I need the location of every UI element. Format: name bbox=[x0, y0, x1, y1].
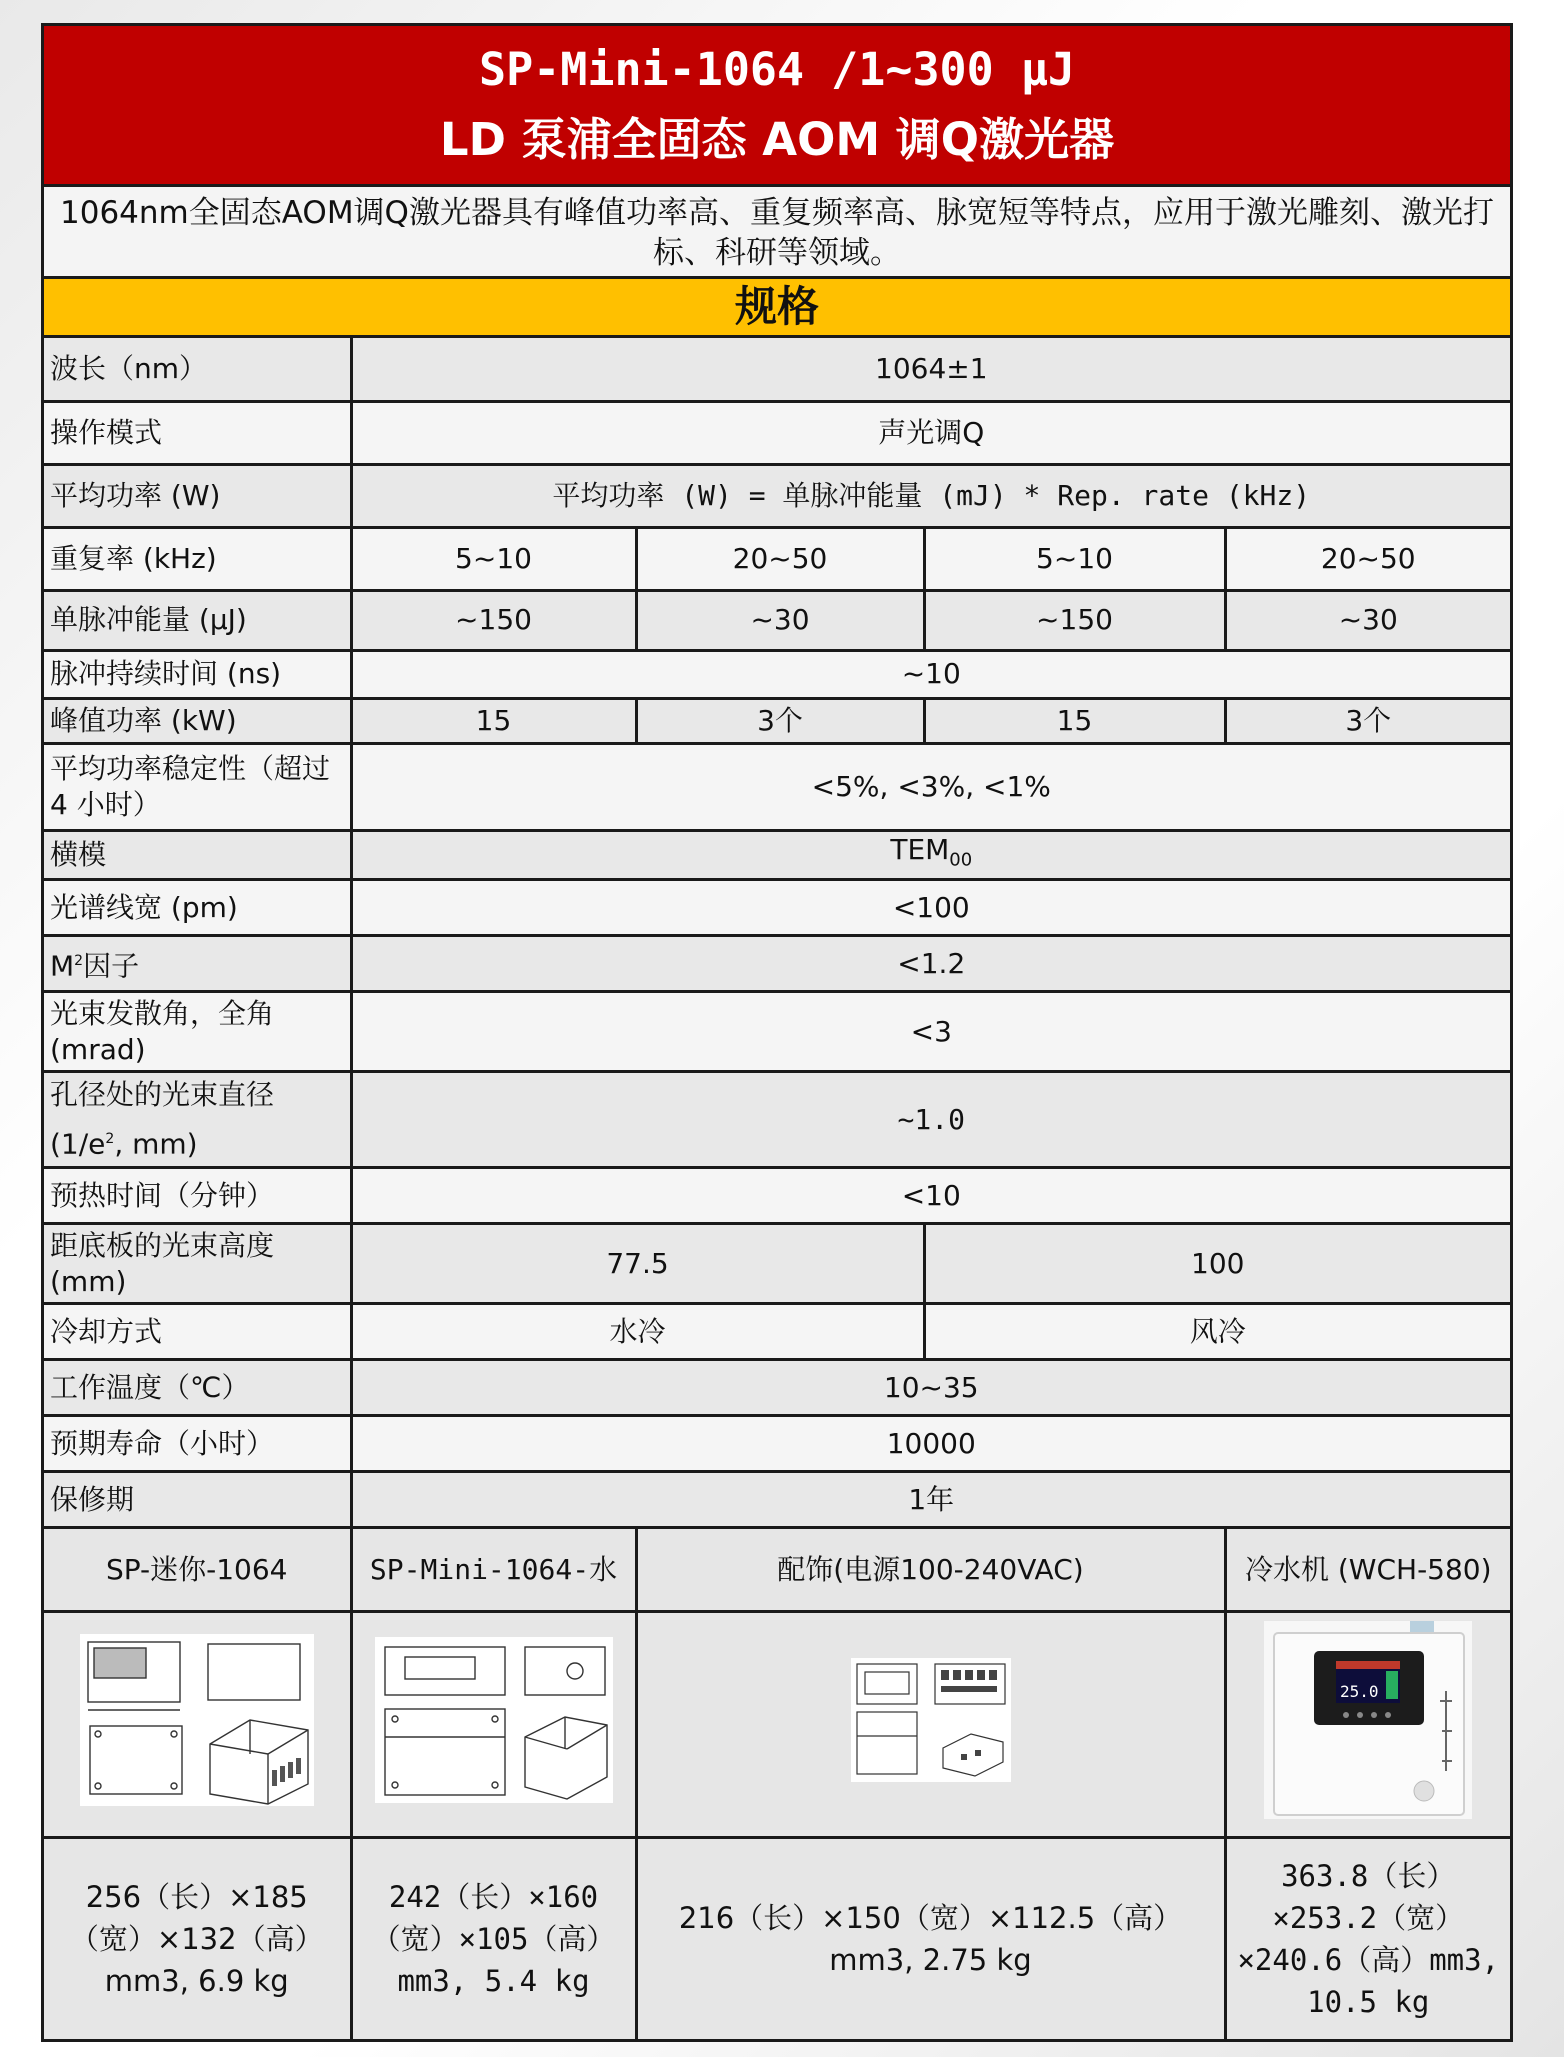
spec-value: 3个 bbox=[636, 698, 924, 743]
spec-label: 工作温度（℃） bbox=[44, 1360, 351, 1416]
table-row bbox=[44, 590, 1510, 650]
m2-rest: 因子 bbox=[83, 949, 140, 983]
table-row bbox=[44, 527, 1510, 590]
table-row bbox=[44, 1224, 1510, 1304]
product-name: SP-Mini-1064-水 bbox=[351, 1529, 636, 1611]
table-row bbox=[44, 698, 1510, 743]
product-name: 配饰(电源100-240VAC) bbox=[636, 1529, 1225, 1611]
product-image-cell bbox=[351, 1611, 636, 1837]
beam-diameter-label-a: (1/e bbox=[50, 1127, 106, 1161]
table-row bbox=[44, 743, 1510, 830]
spec-value: 77.5 bbox=[351, 1224, 924, 1304]
table-row bbox=[44, 1611, 1510, 1837]
spec-value bbox=[351, 830, 1510, 880]
spec-value: ~1.0 bbox=[351, 1072, 1510, 1168]
spec-value: 1064±1 bbox=[351, 338, 1510, 401]
spec-label: 保修期 bbox=[44, 1472, 351, 1528]
spec-value: <3 bbox=[351, 992, 1510, 1072]
beam-diameter-label-line1: 孔径处的光束直径 bbox=[50, 1078, 275, 1112]
spec-value: ~150 bbox=[351, 590, 636, 650]
spec-value: 声光调Q bbox=[351, 401, 1510, 464]
spec-value: ~10 bbox=[351, 650, 1510, 698]
spec-label: 操作模式 bbox=[44, 401, 351, 464]
spec-label bbox=[44, 936, 351, 992]
spec-value: <1.2 bbox=[351, 936, 1510, 992]
spec-label: 冷却方式 bbox=[44, 1304, 351, 1360]
table-row bbox=[44, 1837, 1510, 2039]
spec-value: ~30 bbox=[636, 590, 924, 650]
chiller-image bbox=[1264, 1621, 1472, 1819]
m2-main: M bbox=[50, 949, 75, 983]
spec-label: 平均功率稳定性（超过 4 小时） bbox=[44, 743, 351, 830]
spec-value: 平均功率 (W) = 单脉冲能量 (mJ) * Rep. rate (kHz) bbox=[351, 464, 1510, 527]
spec-label: 重复率 (kHz) bbox=[44, 527, 351, 590]
table-row bbox=[44, 1072, 1510, 1168]
laser-water-drawing-image bbox=[375, 1637, 613, 1803]
table-row bbox=[44, 992, 1510, 1072]
spec-value: <5%, <3%, <1% bbox=[351, 743, 1510, 830]
product-title: SP-Mini-1064 /1~300 μJ bbox=[478, 43, 1076, 96]
table-row bbox=[44, 338, 1510, 401]
spec-value: 20~50 bbox=[636, 527, 924, 590]
spec-table bbox=[44, 338, 1510, 1529]
table-row bbox=[44, 650, 1510, 698]
spec-label: 脉冲持续时间 (ns) bbox=[44, 650, 351, 698]
table-row bbox=[44, 1168, 1510, 1224]
table-row bbox=[44, 464, 1510, 527]
table-row bbox=[44, 880, 1510, 936]
m2-sup: 2 bbox=[74, 952, 84, 969]
table-row bbox=[44, 830, 1510, 880]
table-row bbox=[44, 401, 1510, 464]
product-image-cell bbox=[636, 1611, 1225, 1837]
product-subtitle: LD 泵浦全固态 AOM 调Q激光器 bbox=[439, 113, 1115, 166]
spec-value: 15 bbox=[924, 698, 1225, 743]
spec-value: 风冷 bbox=[924, 1304, 1510, 1360]
spec-label: 预期寿命（小时） bbox=[44, 1416, 351, 1472]
spec-value: 3个 bbox=[1225, 698, 1510, 743]
table-row bbox=[44, 1360, 1510, 1416]
table-row bbox=[44, 1304, 1510, 1360]
product-dimensions: 216（长）×150（宽）×112.5（高）mm3, 2.75 kg bbox=[636, 1837, 1225, 2039]
spec-value: 15 bbox=[351, 698, 636, 743]
spec-value: <100 bbox=[351, 880, 1510, 936]
beam-diameter-label-b: , mm) bbox=[114, 1127, 198, 1161]
spec-value: ~30 bbox=[1225, 590, 1510, 650]
spec-value: <10 bbox=[351, 1168, 1510, 1224]
spec-value: 5~10 bbox=[924, 527, 1225, 590]
spec-label: 单脉冲能量 (μJ) bbox=[44, 590, 351, 650]
tem-sub: 00 bbox=[949, 849, 973, 871]
spec-label bbox=[44, 1072, 351, 1168]
product-image-cell bbox=[44, 1611, 351, 1837]
table-row bbox=[44, 936, 1510, 992]
spec-value: 10000 bbox=[351, 1416, 1510, 1472]
product-dimensions: 242（长）×160（宽）×105（高）mm3, 5.4 kg bbox=[351, 1837, 636, 2039]
product-image-cell bbox=[1225, 1611, 1510, 1837]
product-intro: 1064nm全固态AOM调Q激光器具有峰值功率高、重复频率高、脉宽短等特点，应用于激光雕刻、激光打标、科研等领域。 bbox=[44, 187, 1510, 279]
spec-value: 5~10 bbox=[351, 527, 636, 590]
table-row bbox=[44, 1529, 1510, 1611]
title-banner bbox=[44, 26, 1510, 187]
table-row bbox=[44, 1472, 1510, 1528]
product-name: 冷水机 (WCH-580) bbox=[1225, 1529, 1510, 1611]
table-row bbox=[44, 1416, 1510, 1472]
spec-value: 100 bbox=[924, 1224, 1510, 1304]
power-supply-drawing-image bbox=[851, 1658, 1011, 1782]
products-table bbox=[44, 1529, 1510, 2039]
spec-label: 光束发散角，全角 (mrad) bbox=[44, 992, 351, 1072]
chiller-display: 25.0 bbox=[1340, 1681, 1379, 1701]
spec-value: 1年 bbox=[351, 1472, 1510, 1528]
product-dimensions: 363.8（长）×253.2（宽）×240.6（高）mm3, 10.5 kg bbox=[1225, 1837, 1510, 2039]
spec-value: ~150 bbox=[924, 590, 1225, 650]
tem-main: TEM bbox=[890, 832, 950, 866]
product-dimensions: 256（长）×185（宽）×132（高）mm3, 6.9 kg bbox=[44, 1837, 351, 2039]
spec-sheet bbox=[41, 23, 1513, 2042]
beam-diameter-sup: 2 bbox=[105, 1131, 115, 1148]
spec-label: 光谱线宽 (pm) bbox=[44, 880, 351, 936]
spec-label: 平均功率 (W) bbox=[44, 464, 351, 527]
spec-value: 水冷 bbox=[351, 1304, 924, 1360]
spec-label: 波长（nm） bbox=[44, 338, 351, 401]
spec-label: 预热时间（分钟） bbox=[44, 1168, 351, 1224]
spec-value: 10~35 bbox=[351, 1360, 1510, 1416]
spec-label: 峰值功率 (kW) bbox=[44, 698, 351, 743]
spec-label: 距底板的光束高度 (mm) bbox=[44, 1224, 351, 1304]
spec-section-header: 规格 bbox=[44, 279, 1510, 338]
product-name: SP-迷你-1064 bbox=[44, 1529, 351, 1611]
spec-value: 20~50 bbox=[1225, 527, 1510, 590]
laser-drawing-image bbox=[80, 1634, 314, 1806]
spec-label: 横模 bbox=[44, 830, 351, 880]
